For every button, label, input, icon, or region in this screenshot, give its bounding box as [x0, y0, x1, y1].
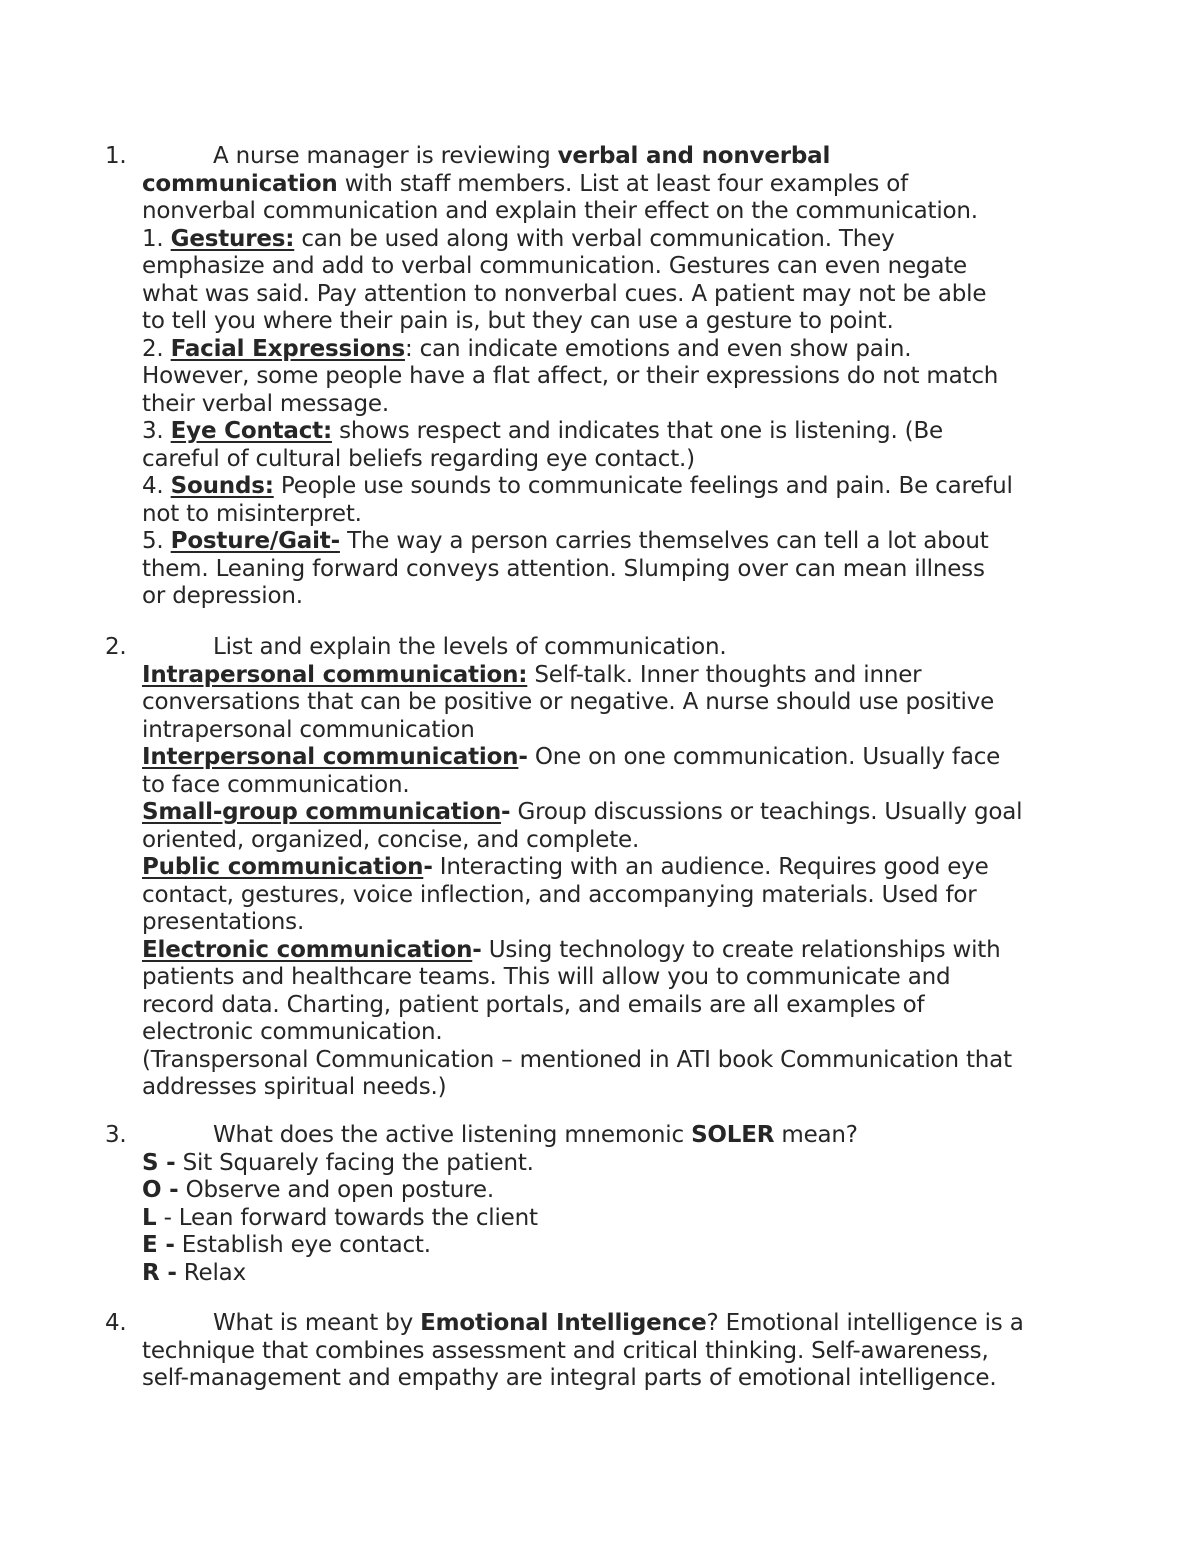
- term-facial-expressions: Facial Expressions: [170, 335, 405, 362]
- text-line: to face communication.: [142, 771, 410, 798]
- question-body: [142, 1122, 1082, 1287]
- question-text: What does the active listening mnemonic SOLER mean?: [213, 1122, 858, 1148]
- term-eye-contact: Eye Contact:: [170, 418, 332, 444]
- text-line: technique that combines assessment and critical thinking. Self-awareness,: [142, 1337, 989, 1364]
- question-number: 3.: [105, 1122, 127, 1148]
- question-text: What is meant by Emotional Intelligence? Emotional intelligence is a: [213, 1310, 1024, 1336]
- text-line: presentations.: [142, 909, 305, 935]
- soler-item-r: R - Relax: [142, 1259, 246, 1286]
- level-public: Public communication- Interacting with an audience. Requires good eye: [142, 854, 989, 880]
- level-intrapersonal: Intrapersonal communication: Self-talk. Inner thoughts and inner: [142, 661, 922, 688]
- term-electronic: Electronic communication: [142, 936, 473, 963]
- question-number: 2.: [105, 634, 127, 660]
- question-number: 1.: [105, 143, 127, 169]
- level-electronic: Electronic communication- Using technology to create relationships with: [142, 936, 1001, 963]
- text-line: However, some people have a flat affect, or their expressions do not match: [142, 363, 999, 389]
- soler-item-s: S - Sit Squarely facing the patient.: [142, 1149, 534, 1176]
- term-sounds: Sounds:: [170, 473, 274, 499]
- answer-sounds: 4. Sounds: People use sounds to communicate feelings and pain. Be careful: [142, 473, 1013, 499]
- bold-phrase: verbal and nonverbal: [557, 143, 831, 169]
- answer-gestures: 1. Gestures: can be used along with verbal communication. They: [142, 225, 895, 252]
- text-line: or depression.: [142, 583, 303, 609]
- level-interpersonal: Interpersonal communication- One on one communication. Usually face: [142, 744, 1001, 770]
- question-body: [142, 1310, 1082, 1393]
- answer-facial-expressions: 2. Facial Expressions: can indicate emotions and even show pain.: [142, 335, 912, 362]
- bold-phrase: SOLER: [691, 1122, 775, 1148]
- text-line: addresses spiritual needs.): [142, 1074, 447, 1100]
- text-line: communication with staff members. List at least four examples of: [142, 170, 909, 197]
- text-line: contact, gestures, voice inflection, and accompanying materials. Used for: [142, 881, 977, 908]
- text-line: intrapersonal communication: [142, 716, 475, 743]
- question-body: [142, 143, 1082, 611]
- level-small-group: Small-group communication- Group discussions or teachings. Usually goal: [142, 799, 1023, 825]
- bold-phrase: Emotional Intelligence: [420, 1310, 707, 1336]
- text-line: oriented, organized, concise, and complete.: [142, 826, 640, 853]
- question-text: List and explain the levels of communication.: [213, 634, 727, 660]
- text-line: to tell you where their pain is, but they can use a gesture to point.: [142, 308, 894, 334]
- text-line: conversations that can be positive or negative. A nurse should use positive: [142, 689, 995, 715]
- text-line: them. Leaning forward conveys attention. Slumping over can mean illness: [142, 555, 985, 582]
- text-line: careful of cultural beliefs regarding eye contact.): [142, 445, 695, 472]
- term-intrapersonal: Intrapersonal communication:: [142, 661, 528, 688]
- question-number: 4.: [105, 1310, 127, 1336]
- term-public: Public communication: [142, 854, 424, 880]
- term-small-group: Small-group communication: [142, 799, 502, 825]
- term-gestures: Gestures:: [170, 225, 295, 252]
- text-line: their verbal message.: [142, 390, 389, 417]
- text-line: what was said. Pay attention to nonverbal cues. A patient may not be able: [142, 280, 987, 307]
- term-posture-gait: Posture/Gait-: [170, 528, 340, 554]
- text-line: not to misinterpret.: [142, 500, 362, 527]
- text-line: electronic communication.: [142, 1019, 443, 1045]
- question-body: [142, 634, 1082, 1102]
- text-line: nonverbal communication and explain their effect on the communication.: [142, 198, 978, 224]
- text-line: (Transpersonal Communication – mentioned in ATI book Communication that: [142, 1046, 1012, 1073]
- answer-eye-contact: 3. Eye Contact: shows respect and indicates that one is listening. (Be: [142, 418, 943, 444]
- text-line: emphasize and add to verbal communication. Gestures can even negate: [142, 253, 967, 279]
- soler-item-o: O - Observe and open posture.: [142, 1177, 494, 1203]
- text-line: A nurse manager is reviewing verbal and nonverbal: [213, 143, 831, 169]
- text-line: self-management and empathy are integral parts of emotional intelligence.: [142, 1365, 997, 1391]
- term-interpersonal: Interpersonal communication: [142, 744, 519, 770]
- bold-phrase: communication: [142, 170, 338, 197]
- text-line: patients and healthcare teams. This will allow you to communicate and: [142, 964, 951, 990]
- text-line: record data. Charting, patient portals, and emails are all examples of: [142, 991, 925, 1018]
- soler-item-l: L - Lean forward towards the client: [142, 1204, 538, 1231]
- soler-item-e: E - Establish eye contact.: [142, 1232, 431, 1258]
- answer-posture-gait: 5. Posture/Gait- The way a person carries themselves can tell a lot about: [142, 528, 989, 554]
